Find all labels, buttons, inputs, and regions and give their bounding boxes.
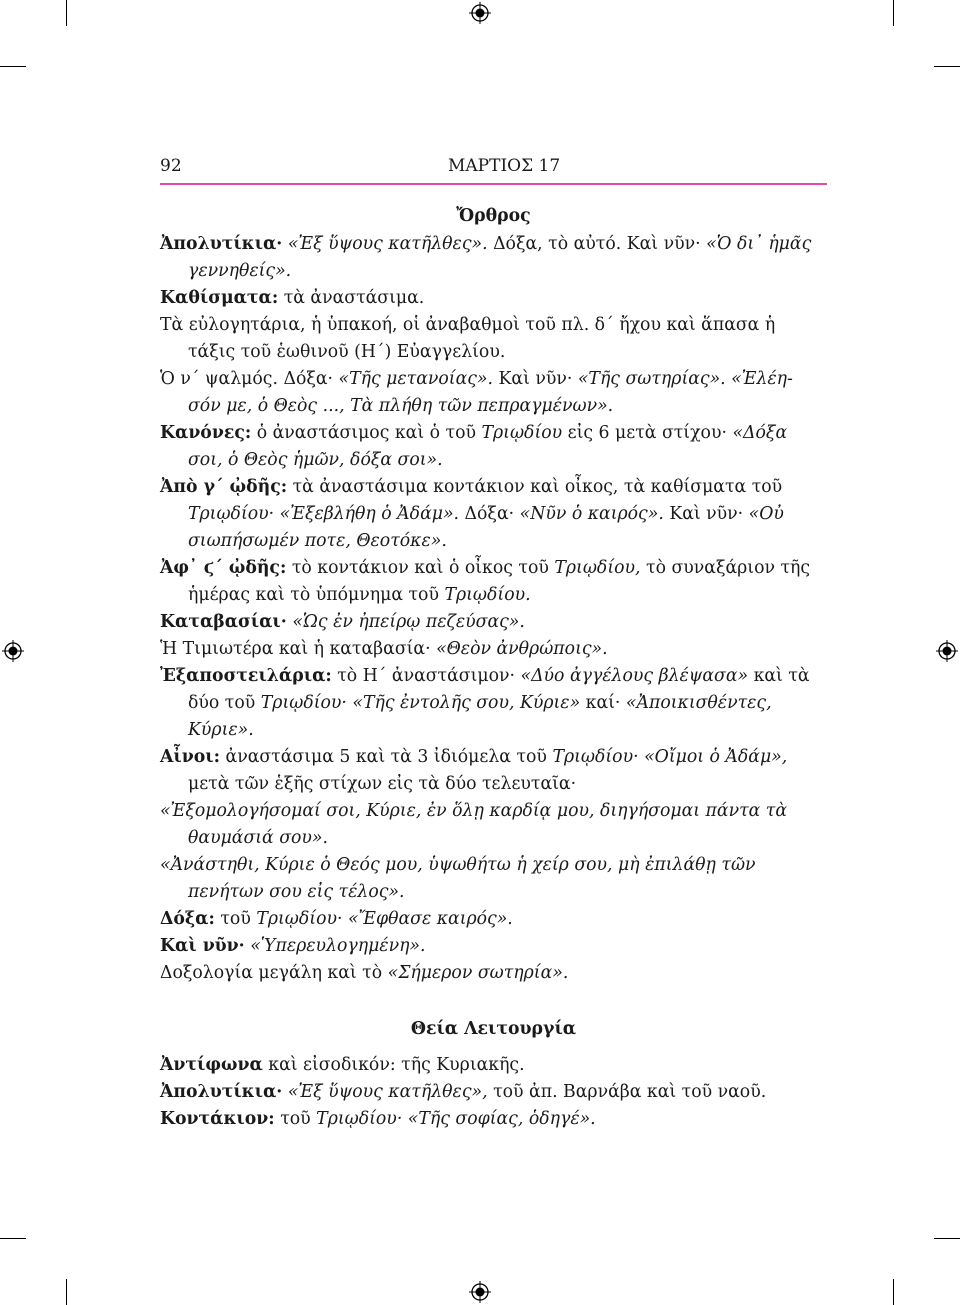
running-title: ΜΑΡΤΙΟΣ 17 [448,156,561,176]
registration-mark-icon [469,1281,491,1303]
crop-mark [893,1279,894,1305]
entry-label: Ἐξαποστειλάρια: [160,666,332,686]
kontakion-entry: Κοντάκιον: τοῦ Τριῳδίου· «Τῆς σοφίας, ὁδηγέ». [160,1109,596,1129]
crop-mark [0,66,26,67]
verse-entry: «Ἀνάστηθι, Κύριε ὁ Θεός μου, ὑψωθήτω ἡ χείρ σου, μὴ ἐπιλάθῃ τῶν [160,855,756,875]
entry-label: Αἶνοι: [160,747,221,767]
ode3-entry: Ἀπὸ γ΄ ᾠδῆς: τὰ ἀναστάσιμα κοντάκιον καὶ οἶκος, τὰ καθίσματα τοῦ [160,477,783,497]
liturgy-apolytikia-entry: Ἀπολυτίκια· «Ἐξ ὕψους κατῆλθες», τοῦ ἀπ. Βαρνάβα καὶ τοῦ ναοῦ. [160,1082,767,1102]
registration-mark-icon [2,640,24,662]
apolytikia-entry: Ἀπολυτίκια· «Ἐξ ὕψους κατῆλθες». Δόξα, τὸ αὐτό. Καὶ νῦν· «Ὁ δι᾿ ἡμᾶς [160,234,812,254]
page-number: 92 [160,156,182,176]
verse-entry: «Ἐξομολογήσομαί σοι, Κύριε, ἐν ὅλῃ καρδίᾳ μου, διηγήσομαι πάντα τὰ [160,801,788,821]
entry-label: Δόξα: [160,909,215,929]
antiphona-entry: Ἀντίφωνα καὶ εἰσοδικόν: τῆς Κυριακῆς. [160,1055,525,1075]
eulogetaria-entry: Τὰ εὐλογητάρια, ἡ ὑπακοή, οἱ ἀναβαθμοὶ τοῦ πλ. δ΄ ἤχου καὶ ἅπασα ἡ [160,315,776,335]
kanones-entry: Κανόνες: ὁ ἀναστάσιμος καὶ ὁ τοῦ Τριῳδίου εἰς 6 μετὰ στίχου· «Δόξα [160,423,788,443]
exapostilaria-entry: Ἐξαποστειλάρια: τὸ Η΄ ἀναστάσιμον· «Δύο ἀγγέλους βλέψασα» καὶ τὰ [160,666,810,686]
page-body: Ὄρθρος Ἀπολυτίκια· «Ἐξ ὕψους κατῆλθες». Δόξα, τὸ αὐτό. Καὶ νῦν· «Ὁ δι᾿ ἡμᾶς γεννηθείς». Καθίσματα: τὰ ἀναστάσιμα. Τὰ εὐλογητάρια, ἡ ὑπακοή, οἱ ἀναβαθμοὶ τοῦ πλ. δ΄ ἤχου καὶ ἅπασα ἡ τάξις τοῦ ἑωθινοῦ (Η΄) Εὐαγγελίου. Ὁ ν΄ ψαλμός. Δόξα· «Τῆς μετανοίας». Καὶ νῦν· «Τῆς σωτηρίας». «Ἐλέη- σόν με, ὁ Θεὸς ..., Τὰ πλήθη τῶν πεπραγμένων». Κανόνες: ὁ ἀναστάσιμος καὶ ὁ τοῦ Τριῳδίου εἰς 6 μετὰ στίχου· «Δόξα σοι, ὁ Θεὸς ἡμῶν, δόξα σοι». Ἀπὸ γ΄ ᾠδῆς: τὰ ἀναστάσιμα κοντάκιον καὶ οἶκος, τὰ καθίσματα τοῦ Τριῳδίου· «Ἐξεβλήθη ὁ Ἀδάμ». Δόξα· «Νῦν ὁ καιρός». Καὶ νῦν· «Οὐ σιωπήσωμέν ποτε, Θεοτόκε». Ἀφ᾿ ϛ΄ ᾠδῆς: τὸ κοντάκιον καὶ ὁ οἶκος τοῦ Τριῳδίου, τὸ συναξάριον τῆς ἡμέρας καὶ τὸ ὑπόμνημα τοῦ Τριῳδίου. Καταβασίαι· «Ὡς ἐν ἠπείρῳ πεζεύσας». Ἡ Τιμιωτέρα καὶ ἡ καταβασία· «Θεὸν ἀνθρώποις». Ἐξαποστειλάρια: τὸ Η΄ ἀναστάσιμον· «Δύο ἀγγέλους βλέψασα» καὶ τὰ δύο τοῦ Τριῳδίου· «Τῆς ἐντολῆς σου, Κύριε» καί· «Ἀποικισθέντες, Κύριε». Αἶνοι: ἀναστάσιμα 5 καὶ τὰ 3 ἰδιόμελα τοῦ Τριῳδίου· «Οἴμοι ὁ Ἀδάμ», μετὰ τῶν ἑξῆς στίχων εἰς τὰ δύο τελευταῖα· «Ἐξομολογήσομαί σοι, Κύριε, ἐν ὅλῃ καρδίᾳ μου, διηγήσομαι πάντα τὰ θαυμάσιά σου». «Ἀνάστηθι, Κύριε ὁ Θεός μου, ὑψωθήτω ἡ χείρ σου, μὴ ἐπιλάθῃ τῶν πενήτων σου εἰς τέλος». Δόξα: τοῦ Τριῳδίου· «Ἔφθασε καιρός». Καὶ νῦν· «Ὑπερευλογημένη». Δοξολογία μεγάλη καὶ τὸ «Σήμερον σωτηρία». Θεία Λειτουργία Ἀντίφωνα καὶ εἰσοδικόν: τῆς Κυριακῆς. Ἀπολυτίκια· «Ἐξ ὕψους κατῆλθες», τοῦ ἀπ. Βαρνάβα καὶ τοῦ ναοῦ. Κοντάκιον: τοῦ Τριῳδίου· «Τῆς σοφίας, ὁδηγέ». [160,203,827,1133]
registration-mark-icon [469,2,491,24]
header-rule [160,183,827,185]
entry-label: Ἀντίφωνα [160,1055,263,1075]
kai-nyn-entry: Καὶ νῦν· «Ὑπερευλογημένη». [160,936,426,956]
katavasiai-entry: Καταβασίαι· «Ὡς ἐν ἠπείρῳ πεζεύσας». [160,612,525,632]
ode6-entry: Ἀφ᾿ ϛ΄ ᾠδῆς: τὸ κοντάκιον καὶ ὁ οἶκος τοῦ Τριῳδίου, τὸ συναξάριον τῆς [160,558,811,578]
registration-mark-icon [936,640,958,662]
section-title-orthros: Ὄρθρος [456,206,531,226]
crop-mark [934,1238,960,1239]
ainoi-entry: Αἶνοι: ἀναστάσιμα 5 καὶ τὰ 3 ἰδιόμελα τοῦ Τριῳδίου· «Οἴμοι ὁ Ἀδάμ», [160,747,788,767]
entry-label: Κανόνες: [160,423,252,443]
doxa-entry: Δόξα: τοῦ Τριῳδίου· «Ἔφθασε καιρός». [160,909,513,929]
entry-label: Καθίσματα: [160,288,279,308]
entry-label: Καὶ νῦν· [160,936,245,956]
entry-label: Ἀπολυτίκια· [160,234,283,254]
crop-mark [66,0,67,26]
entry-label: Καταβασίαι· [160,612,287,632]
entry-label: Κοντάκιον: [160,1109,275,1129]
crop-mark [893,0,894,26]
entry-label: Ἀπὸ γ΄ ᾠδῆς: [160,477,288,497]
crop-mark [0,1238,26,1239]
timiotera-entry: Ἡ Τιμιωτέρα καὶ ἡ καταβασία· «Θεὸν ἀνθρώποις». [160,639,608,659]
entry-label: Ἀφ᾿ ϛ΄ ᾠδῆς: [160,558,287,578]
section-title-liturgy: Θεία Λειτουργία [410,1019,577,1039]
crop-mark [934,66,960,67]
doxologia-entry: Δοξολογία μεγάλη καὶ τὸ «Σήμερον σωτηρία». [160,963,569,983]
entry-label: Ἀπολυτίκια· [160,1082,283,1102]
kathismata-entry: Καθίσματα: τὰ ἀναστάσιμα. [160,288,425,308]
psalm-entry: Ὁ ν΄ ψαλμός. Δόξα· «Τῆς μετανοίας». Καὶ νῦν· «Τῆς σωτηρίας». «Ἐλέη- [160,369,793,389]
crop-mark [66,1279,67,1305]
